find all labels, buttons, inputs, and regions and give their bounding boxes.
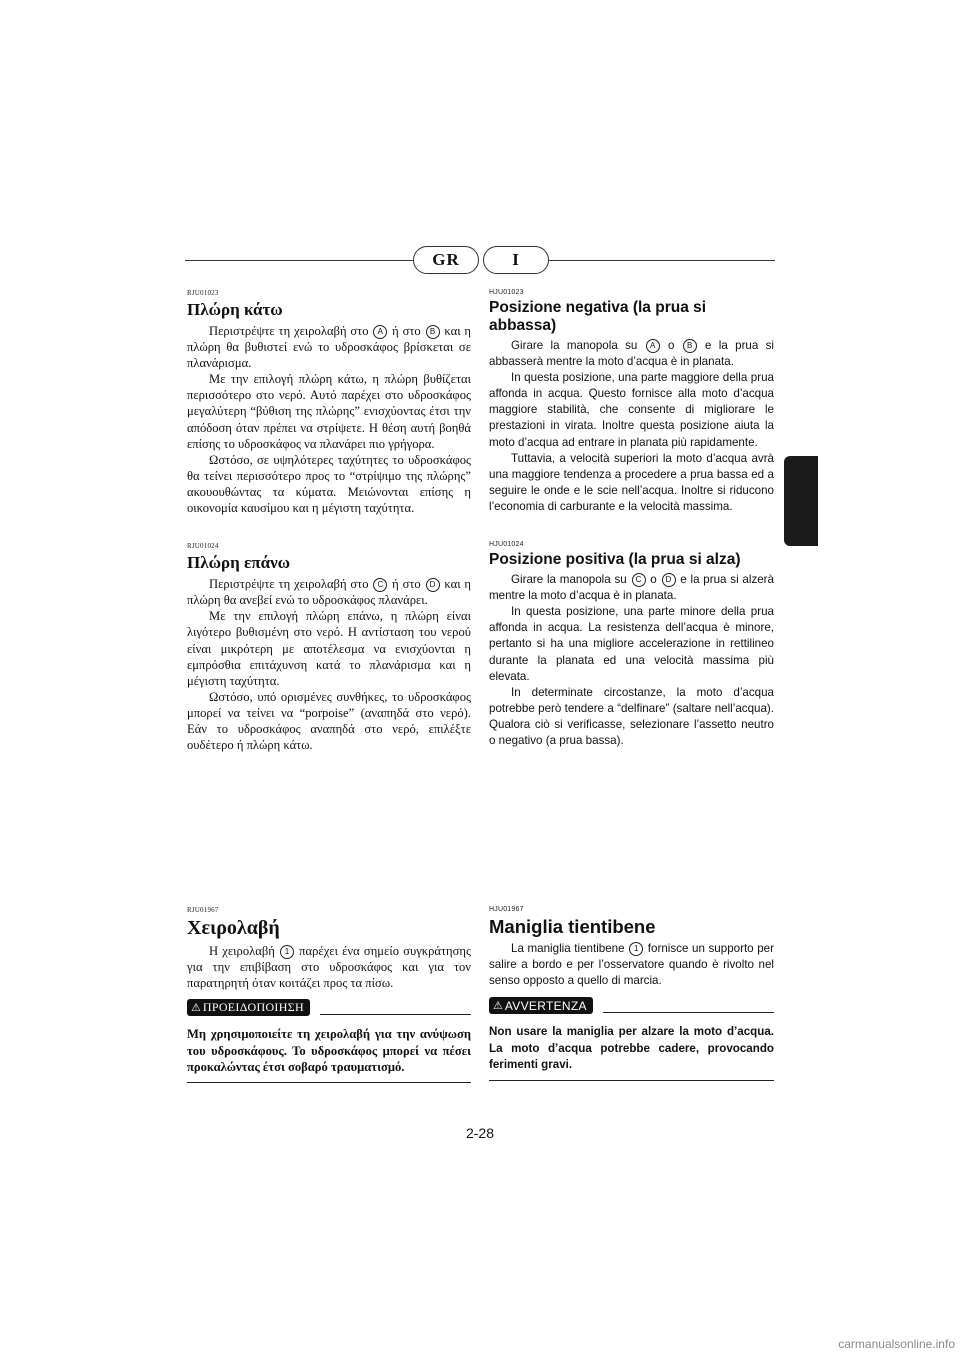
warning-label: AVVERTENZA bbox=[504, 998, 587, 1013]
section-title-negative-position: Posizione negativa (la prua si abbassa) bbox=[489, 299, 707, 334]
text: o bbox=[660, 339, 682, 352]
warning-header bbox=[489, 997, 774, 1014]
greek-column-top bbox=[187, 289, 471, 753]
text: και η πλώρη θα βυθιστεί ενώ το υδροσκάφος βρίσκεται σε πλανάρισμα. bbox=[187, 324, 471, 371]
page-number: 2-28 bbox=[465, 1125, 495, 1141]
warning-triangle-icon: ⚠ bbox=[191, 1002, 201, 1015]
paragraph: Ωστόσο, υπό ορισμένες συνθήκες, το υδροσκάφος μπορεί να τείνει να “porpoise” (αναπηδά στο νερό). Εάν το υδροσκάφος αναπηδά στο νερό, επιλέξτε ουδέτερο ή πλώρη κάτω. bbox=[187, 689, 471, 753]
header-rule-right bbox=[549, 260, 775, 261]
marker-c-icon: C bbox=[632, 573, 646, 587]
section-title-bow-down: Πλώρη κάτω bbox=[187, 300, 283, 319]
section-code: HJU01967 bbox=[489, 906, 524, 913]
warning-label: ΠΡΟΕΙΔΟΠΟΙΗΣΗ bbox=[202, 1000, 304, 1015]
text: Περιστρέψτε τη χειρολαβή στο bbox=[209, 324, 373, 338]
section-code: HJU01024 bbox=[489, 541, 524, 549]
paragraph: Tuttavia, a velocità superiori la moto d’acqua avrà una maggiore tendenza a procedere a prua bassa ed a seguire le onde e le scie nell’acqua. Inoltre si riducono l’economia di carburante e la velocità massima. bbox=[489, 451, 774, 513]
section-code: HJU01023 bbox=[489, 289, 524, 296]
paragraph: In determinate circostanze, la moto d’acqua potrebbe però tendere a “delfinare” (saltare nell’acqua). Qualora ciò si verificasse, selezionare l’assetto neutro o negativo (a prua bassa). bbox=[489, 685, 774, 747]
language-badge-i: I bbox=[483, 246, 549, 274]
text: o bbox=[646, 573, 661, 587]
marker-1-icon: 1 bbox=[629, 942, 643, 956]
italian-column-bottom bbox=[489, 906, 774, 1081]
marker-b-icon: B bbox=[683, 339, 697, 353]
warning-bottom-rule bbox=[187, 1082, 471, 1083]
text: La maniglia tientibene bbox=[511, 942, 629, 955]
paragraph: Με την επιλογή πλώρη κάτω, η πλώρη βυθίζεται περισσότερο στο νερό. Αυτό παρέχει στο υδροσκάφος μεγαλύτερη “βύθιση της πλώρης” ενισχύοντας έτσι την απόδοση όταν πρέπει να στρίψετε. Η θέση αυτή βοηθά επίσης το υδροσκάφος να πλανάρει πιο γρήγορα. bbox=[187, 372, 471, 451]
paragraph bbox=[489, 941, 774, 989]
text: Girare la manopola su bbox=[511, 573, 631, 587]
paragraph bbox=[187, 576, 471, 608]
text: e la prua si alzerà mentre la moto d’acqua è in planata. bbox=[489, 573, 774, 603]
text: Η χειρολαβή bbox=[209, 944, 279, 958]
text: fornisce un supporto per salire a bordo e per l’osservatore quando è rivolto nel senso opposto a quello di marcia. bbox=[489, 942, 774, 988]
warning-triangle-icon: ⚠ bbox=[493, 1000, 503, 1013]
language-header bbox=[185, 246, 775, 276]
warning-text: Non usare la maniglia per alzare la moto d’acqua. La moto d’acqua potrebbe cadere, provocando ferimenti gravi. bbox=[489, 1025, 774, 1072]
paragraph bbox=[489, 338, 774, 370]
warning-text: Μη χρησιμοποιείτε τη χειρολαβή για την ανύψωση του υδροσκάφους. Το υδροσκάφος μπορεί να πέσει προκαλώντας έτσι σοβαρό τραυματισμό. bbox=[187, 1027, 471, 1075]
language-badge-gr: GR bbox=[413, 246, 479, 274]
paragraph: Ωστόσο, σε υψηλότερες ταχύτητες το υδροσκάφος θα τείνει περισσότερο προς το “στρίψιμο της πλώρης” ακουουθώντας τα κύματα. Μειώνονται επίσης η οικονομία καυσίμου και η μέγιστη ταχύτητα. bbox=[187, 452, 471, 516]
warning-rule bbox=[320, 1014, 471, 1015]
section-code: RJU01967 bbox=[187, 906, 219, 914]
warning-rule bbox=[603, 1012, 774, 1013]
paragraph bbox=[187, 323, 471, 371]
warning-header bbox=[187, 999, 471, 1016]
watermark: carmanualsonline.info bbox=[838, 1337, 955, 1351]
italian-column-top bbox=[489, 289, 774, 749]
section-title-grab-handle: Maniglia tientibene bbox=[489, 916, 656, 937]
text: Περιστρέψτε τη χειρολαβή στο bbox=[209, 577, 373, 592]
marker-c-icon: C bbox=[373, 578, 387, 592]
chapter-tab bbox=[784, 456, 818, 546]
section-title-bow-up: Πλώρη επάνω bbox=[187, 553, 291, 573]
paragraph bbox=[187, 943, 471, 991]
text: e la prua si abbasserà mentre la moto d’acqua è in planata. bbox=[489, 339, 775, 369]
marker-b-icon: B bbox=[426, 325, 440, 339]
warning-bottom-rule bbox=[489, 1080, 774, 1081]
marker-d-icon: D bbox=[426, 578, 440, 592]
section-code: RJU01023 bbox=[187, 289, 219, 297]
header-rule-left bbox=[185, 260, 413, 261]
paragraph: In questa posizione, una parte minore della prua affonda in acqua. La resistenza dell’acqua è minore, pertanto si ha una migliore accelerazione in rettilineo durante la planata ed una velocità massima più elevata. bbox=[489, 605, 774, 683]
marker-1-icon: 1 bbox=[280, 945, 294, 959]
text: Girare la manopola su bbox=[511, 339, 645, 352]
marker-a-icon: A bbox=[373, 325, 387, 339]
marker-a-icon: A bbox=[646, 339, 660, 353]
warning-badge bbox=[187, 999, 310, 1016]
text: ή στο bbox=[388, 577, 425, 592]
warning-badge bbox=[489, 997, 593, 1014]
paragraph: Με την επιλογή πλώρη επάνω, η πλώρη είναι λιγότερο βυθισμένη στο νερό. Η αντίσταση του νερού είναι μικρότερη με αποτέλεσμα να ενισχύονται η εμπρόσθια επιτάχυνση κατά το πλανάρισμα και η μέγιστη ταχύτητα. bbox=[187, 609, 471, 688]
marker-d-icon: D bbox=[662, 573, 676, 587]
greek-column-bottom bbox=[187, 906, 471, 1083]
section-title-handle: Χειρολαβή bbox=[187, 917, 280, 939]
paragraph: In questa posizione, una parte maggiore della prua affonda in acqua. Questo fornisce alla moto d’acqua maggiore stabilità, che consente di migliorare le prestazioni in virata. Inoltre questa posizione aiuta la moto d’acqua ad entrare in planata più rapidamente. bbox=[489, 371, 774, 449]
section-title-positive-position: Posizione positiva (la prua si alza) bbox=[489, 551, 741, 569]
text: και η πλώρη θα ανεβεί ενώ το υδροσκάφος πλανάρει. bbox=[187, 577, 471, 608]
section-code: RJU01024 bbox=[187, 542, 219, 551]
text: ή στο bbox=[388, 324, 425, 338]
paragraph bbox=[489, 572, 774, 604]
text: παρέχει ένα σημείο συγκράτησης για την επιβίβαση στο υδροσκάφος και για τον παρατηρητή όταν κοιτάζει προς τα πίσω. bbox=[187, 944, 472, 991]
